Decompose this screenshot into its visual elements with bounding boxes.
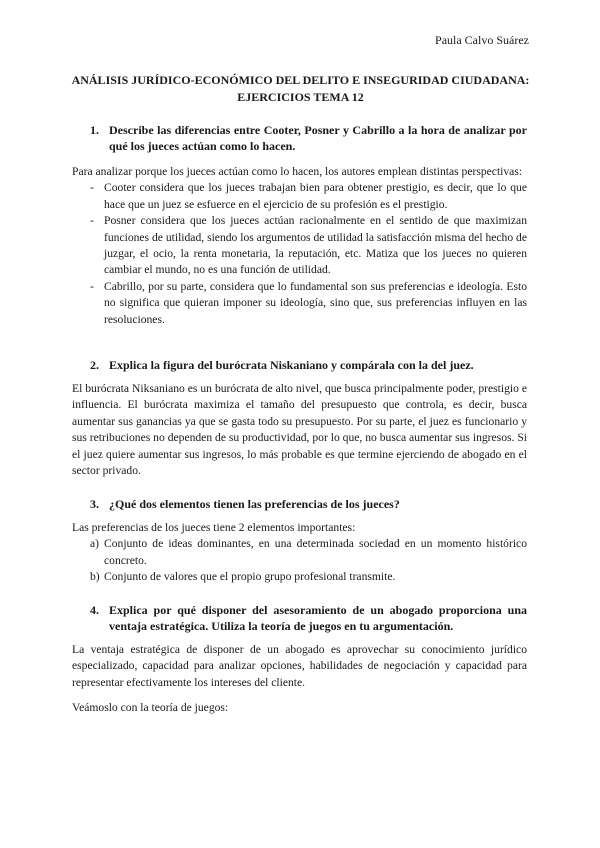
section-3-body [72, 520, 527, 586]
section-1-body [72, 164, 527, 328]
section-2-body [72, 381, 527, 479]
section-2 [72, 357, 527, 373]
section-4-paragraph: La ventaja estratégica de disponer de un abogado es aprovechar su conocimiento jurídico especializado, capacidad para analizar opciones, habilidades de negociación y capacidad para representar efectivamente los intereses del cliente. [72, 643, 527, 689]
list-item [72, 279, 527, 328]
question-text: Explica la figura del burócrata Niskaniano y compárala con la del juez. [109, 358, 474, 372]
question-number: 1. [90, 123, 99, 137]
question-3-heading [72, 496, 527, 512]
section-1 [72, 122, 527, 154]
list-item [72, 213, 527, 279]
list-marker: - [90, 181, 94, 195]
list-item-text: Posner considera que los jueces actúan racionalmente en el sentido de que maximizan funciones de utilidad, siendo los argumentos de utilidad la satisfacción misma del hecho de juzgar, el ocio, la renta monetaria, la reputación, etc. Matiza que los jueces no quieren cambiar el mundo, no es una función de utilidad. [104, 214, 527, 277]
list-marker: a) [90, 537, 100, 551]
question-number: 3. [90, 497, 99, 511]
section-4-paragraph-2: Veámoslo con la teoría de juegos: [72, 701, 229, 714]
question-4-heading [72, 602, 527, 634]
list-item-text: Cooter considera que los jueces trabajan bien para obtener prestigio, es decir, que lo que hace que un juez se esfuerce en el ejercicio de su profesión es el prestigio. [104, 181, 527, 211]
list-marker: b) [90, 570, 100, 584]
section-3-list [72, 536, 527, 585]
question-number: 4. [90, 603, 99, 617]
section-4 [72, 602, 527, 634]
section-4-body [72, 642, 527, 691]
question-text: ¿Qué dos elementos tienen las preferencias de los jueces? [109, 497, 400, 511]
list-item-text: Cabrillo, por su parte, considera que lo fundamental son sus preferencias e ideología. Esto no significa que quieran imponer su ideología, sino que, sus preferencias influyen en las resoluciones. [104, 279, 527, 326]
section-1-list [72, 180, 527, 328]
question-number: 2. [90, 358, 99, 372]
section-1-intro: Para analizar porque los jueces actúan como lo hacen, los autores emplean distintas perspectivas: [72, 165, 523, 178]
question-2-heading [72, 357, 527, 373]
list-item-text: Conjunto de valores que el propio grupo profesional transmite. [104, 570, 396, 584]
question-1-heading [72, 122, 527, 154]
document-title: ANÁLISIS JURÍDICO-ECONÓMICO DEL DELITO E INSEGURIDAD CIUDADANA: EJERCICIOS TEMA 12 [71, 73, 530, 104]
section-3-intro: Las preferencias de los jueces tiene 2 elementos importantes: [72, 521, 356, 534]
section-3 [72, 496, 527, 512]
section-4-body-2 [72, 700, 527, 716]
list-item-text: Conjunto de ideas dominantes, en una determinada sociedad en un momento histórico concreto. [104, 537, 527, 567]
list-item [72, 180, 527, 213]
list-item [72, 569, 527, 585]
section-2-paragraph: El burócrata Niksaniano es un burócrata de alto nivel, que busca principalmente poder, prestigio e influencia. El burócrata maximiza el tamaño del presupuesto que controla, es decir, busca aumentar sus ganancias ya que se gasta todo su presupuesto. Por su parte, el juez es funcionario y sus retribuciones no dependen de su productividad, por lo que, no busca aumentar sus ingresos. Si el juez quiere aumentar sus ingresos, lo más probable es que termine ejerciendo de abogado en el sector privado. [72, 382, 527, 478]
list-marker: - [90, 279, 94, 293]
list-marker: - [90, 214, 94, 228]
question-text: Describe las diferencias entre Cooter, Posner y Cabrillo a la hora de analizar por qué los jueces actúan como lo hacen. [109, 123, 527, 153]
list-item [72, 536, 527, 569]
author-name: Paula Calvo Suárez [435, 33, 529, 47]
question-text: Explica por qué disponer del asesoramiento de un abogado proporciona una ventaja estratégica. Utiliza la teoría de juegos en tu argumentación. [109, 603, 527, 633]
